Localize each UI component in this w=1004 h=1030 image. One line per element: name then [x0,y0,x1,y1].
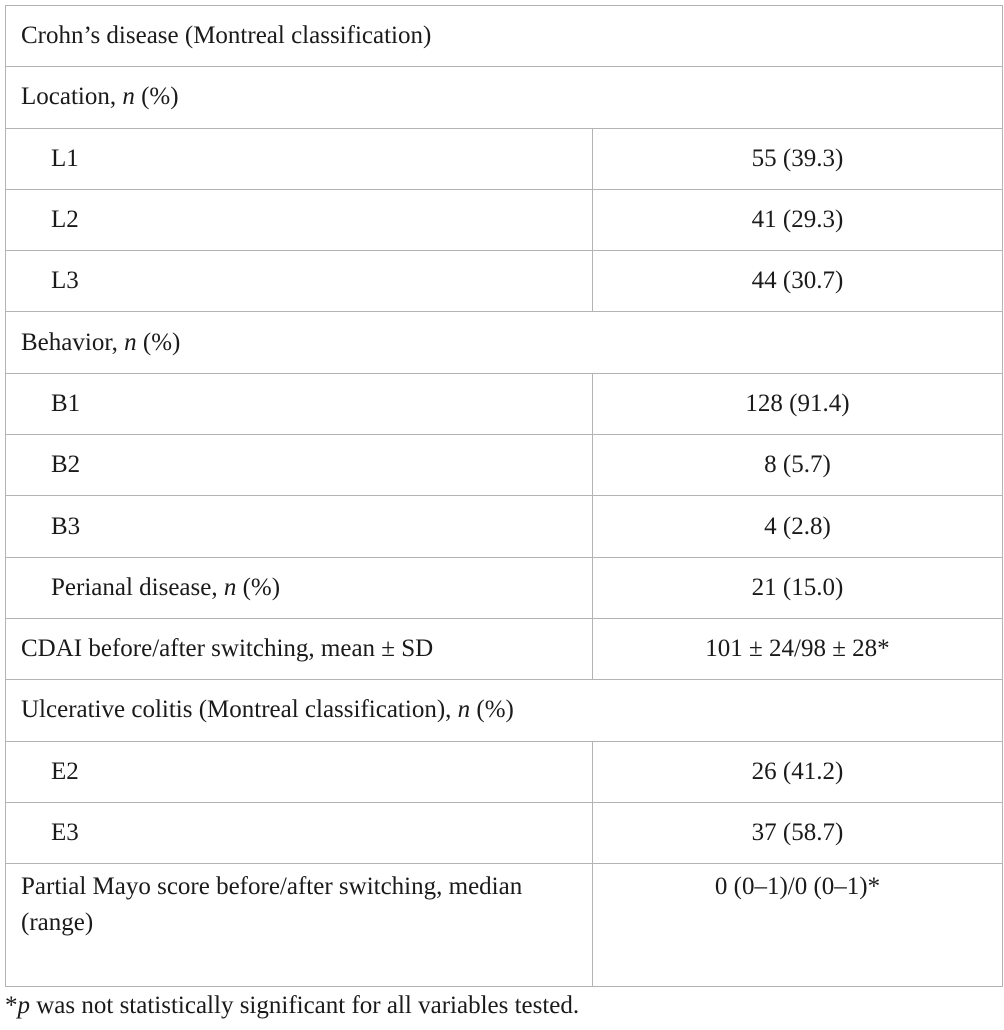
text-fragment: (%) [134,83,179,111]
row-label [6,435,593,496]
row-value: 128 (91.4) [593,373,1003,434]
section-header-label [6,312,1003,373]
text-fragment: CDAI before/after switching, mean ± SD [21,635,434,663]
text-fragment: B1 [51,389,81,417]
text-fragment: * [5,992,18,1019]
row-label [6,128,593,189]
row-value: 55 (39.3) [593,128,1003,189]
section-header-label [6,67,1003,128]
text-fragment: Ulcerative colitis (Montreal classification), [21,696,458,724]
row-label [6,557,593,618]
italic-text: n [124,328,137,356]
row-value: 37 (58.7) [593,802,1003,863]
row-value: 8 (5.7) [593,435,1003,496]
row-label [6,189,593,250]
text-fragment: B3 [51,512,81,540]
row-value: 21 (15.0) [593,557,1003,618]
row-label [6,741,593,802]
row-value: 26 (41.2) [593,741,1003,802]
italic-text: p [17,992,30,1019]
row-value: 41 (29.3) [593,189,1003,250]
text-fragment: Behavior, [21,328,125,356]
table-row [6,128,1003,189]
row-label [6,802,593,863]
table-footnote [5,988,579,1024]
table-row [6,189,1003,250]
text-fragment: Partial Mayo score before/after switching, median (range) [21,873,523,937]
italic-text: n [122,83,135,111]
row-value: 101 ± 24/98 ± 28* [593,618,1003,679]
text-fragment: Crohn’s disease (Montreal classification) [21,22,432,50]
table-row [6,373,1003,434]
table-body [6,6,1003,987]
row-label [6,864,593,987]
table-row [6,864,1003,987]
text-fragment: L2 [51,206,79,234]
table-row [6,557,1003,618]
row-label [6,618,593,679]
clinical-characteristics-table [5,5,1003,987]
text-fragment: was not statistically significant for all variables tested. [30,992,580,1019]
table-row [6,618,1003,679]
row-value: 0 (0–1)/0 (0–1)* [593,864,1003,987]
text-fragment: L1 [51,144,79,172]
text-fragment: Location, [21,83,123,111]
section-header-row [6,6,1003,67]
text-fragment: (%) [236,573,281,601]
table-row [6,251,1003,312]
row-label [6,496,593,557]
section-header-row [6,312,1003,373]
table-row [6,741,1003,802]
text-fragment: E2 [51,757,79,785]
text-fragment: (%) [136,328,181,356]
table-row [6,496,1003,557]
clinical-characteristics-table-container [5,5,1002,987]
section-header-label [6,680,1003,741]
table-row [6,435,1003,496]
italic-text: n [457,696,471,724]
row-label [6,373,593,434]
row-label [6,251,593,312]
section-header-label [6,6,1003,67]
text-fragment: (%) [470,696,514,724]
row-value: 44 (30.7) [593,251,1003,312]
section-header-row [6,67,1003,128]
text-fragment: B2 [51,451,81,479]
row-value: 4 (2.8) [593,496,1003,557]
text-fragment: L3 [51,267,79,295]
text-fragment: E3 [51,819,79,846]
italic-text: n [223,573,237,601]
table-row [6,802,1003,863]
section-header-row [6,680,1003,741]
text-fragment: Perianal disease, [51,573,224,601]
